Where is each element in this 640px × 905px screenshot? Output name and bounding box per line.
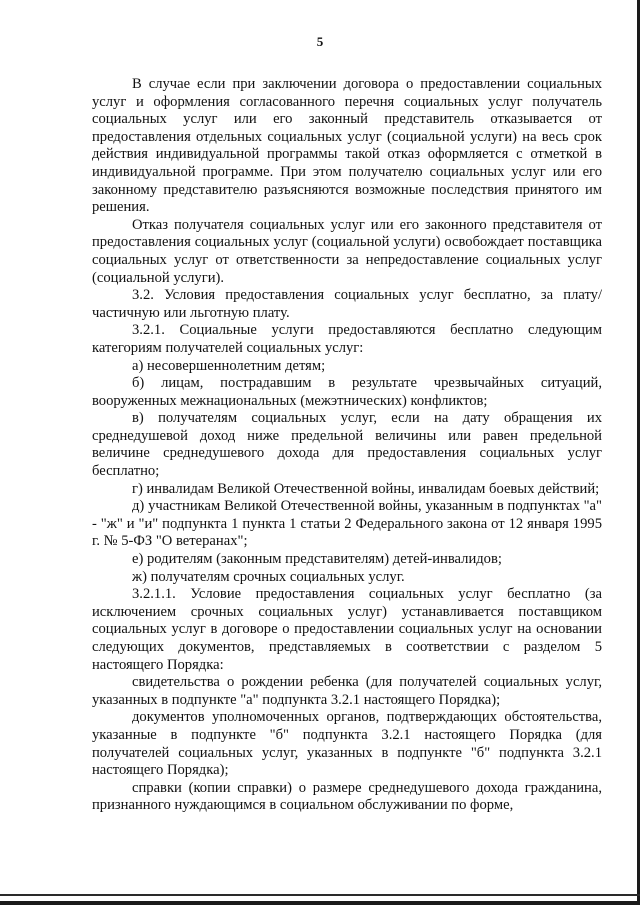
document-income-certificate: справки (копии справки) о размере среднедушевого дохода гражданина, признанного нуждающимся в социальном обслуживании по форме, [92,779,602,814]
paragraph-refusal-effect: Отказ получателя социальных услуг или его законного представителя от предоставления социальных услуг (социальной услуги) освобождает поставщика социальных услуг от ответственности за непредоставление социальных услуг (социальной услуги). [92,216,602,286]
document-authority-confirmation: документов уполномоченных органов, подтверждающих обстоятельства, указанные в подпункте "б" подпункта 3.2.1 настоящего Порядка (для получателей социальных услуг, указанных в подпункте "б" подпункта 3.2.1 настоящего Порядка); [92,709,602,779]
list-item-b: б) лицам, пострадавшим в результате чрезвычайных ситуаций, вооруженных межнациональных (межэтнических) конфликтов; [92,375,602,409]
list-item-g: г) инвалидам Великой Отечественной войны, инвалидам боевых действий; [132,480,600,497]
document-body [92,76,602,815]
page-number: 5 [316,34,324,49]
list-item-a: а) несовершеннолетним детям; [132,357,326,374]
list-item-e: е) родителям (законным представителям) детей-инвалидов; [132,551,502,568]
paragraph-3-2-1-1: 3.2.1.1. Условие предоставления социальных услуг бесплатно (за исключением срочных социальных услуг) устанавливается поставщиком социальных услуг в договоре о предоставлении социальных услуг на основании следующих документов, представляемых в соответствии с разделом 5 настоящего Порядка: [92,586,602,673]
list-item-d: д) участникам Великой Отечественной войны, указанным в подпунктах "а" - "ж" и "и" подпункта 1 пункта 1 статьи 2 Федерального закона от 12 января 1995 г. № 5-ФЗ "О ветеранах"; [92,498,602,550]
list-item-zh: ж) получателям срочных социальных услуг. [132,568,405,585]
document-birth-certificate: свидетельства о рождении ребенка (для получателей социальных услуг, указанных в подпункте "а" подпункта 3.2.1 настоящего Порядка); [92,674,602,708]
section-heading-3-2: 3.2. Условия предоставления социальных услуг бесплатно, за плату/частичную или льготную плату. [92,287,602,321]
scan-edge-bottom-line [0,894,640,896]
list-item-v: в) получателям социальных услуг, если на дату обращения их среднедушевой доход ниже предельной величины или равен предельной величине среднедушевого дохода для предоставления социальных услуг бесплатно; [92,410,602,480]
scan-edge-bottom [0,901,640,905]
paragraph-refusal-conditions: В случае если при заключении договора о предоставлении социальных услуг и оформления согласованного перечня социальных услуг получатель социальных услуг или его законный представитель отказывается от предоставления отдельных социальных услуг (социальной услуги) на весь срок действия индивидуальной программы такой отказ оформляется с отметкой в индивидуальной программе. При этом получателю социальных услуг или его законному представителю разъясняются возможные последствия принятого им решения. [92,76,602,216]
paragraph-3-2-1: 3.2.1. Социальные услуги предоставляются бесплатно следующим категориям получателей социальных услуг: [92,322,602,356]
